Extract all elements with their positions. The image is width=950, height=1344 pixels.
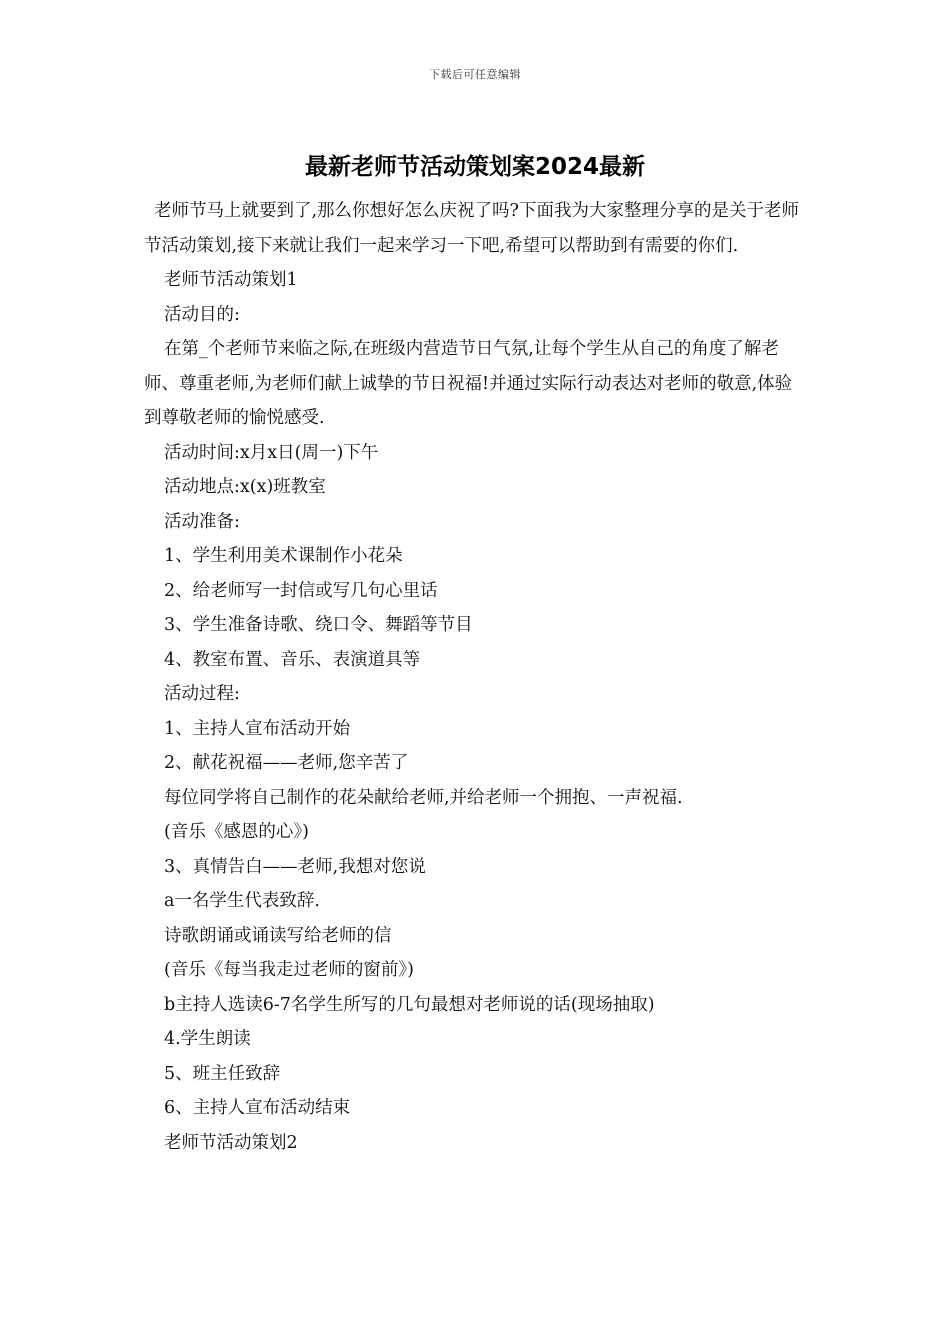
prep-item: 3、学生准备诗歌、绕口令、舞蹈等节目: [164, 615, 473, 635]
process-line: 5、班主任致辞: [164, 1063, 281, 1084]
process-line: b主持人选读6-7名学生所写的几句最想对老师说的话(现场抽取): [164, 994, 655, 1015]
process-line: 诗歌朗诵或诵读写给老师的信: [164, 925, 392, 946]
process-line: (音乐《每当我走过老师的窗前》): [164, 960, 414, 980]
purpose-label: 活动目的:: [164, 304, 240, 325]
purpose-paragraph: 在第_个老师节来临之际,在班级内营造节日气氛,让每个学生从自己的角度了解老师、尊重老师,为老师们献上诚挚的节日祝福!并通过实际行动表达对老师的敬意,体验到尊敬老师的愉悦感受.: [144, 339, 793, 428]
process-line: 6、主持人宣布活动结束: [164, 1098, 351, 1118]
header-note: 下载后可任意编辑: [429, 68, 521, 81]
intro-paragraph: 老师节马上就要到了,那么你想好怎么庆祝了吗?下面我为大家整理分享的是关于老师节活动策划,接下来就让我们一起来学习一下吧,希望可以帮助到有需要的你们.: [144, 201, 799, 256]
prep-item: 2、给老师写一封信或写几句心里话: [164, 580, 438, 601]
process-line: 4.学生朗读: [164, 1029, 251, 1049]
process-line: a一名学生代表致辞.: [164, 891, 320, 911]
process-line: 1、主持人宣布活动开始: [164, 718, 351, 739]
process-line: 3、真情告白——老师,我想对您说: [164, 856, 426, 877]
section-heading-1: 老师节活动策划1: [164, 270, 298, 290]
prep-item: 1、学生利用美术课制作小花朵: [164, 546, 403, 566]
time-line: 活动时间:x月x日(周一)下午: [164, 442, 379, 463]
document-body: [144, 194, 808, 1160]
prep-item: 4、教室布置、音乐、表演道具等: [164, 649, 421, 670]
place-line: 活动地点:x(x)班教室: [164, 477, 326, 497]
section-heading-2: 老师节活动策划2: [164, 1132, 298, 1153]
prep-label: 活动准备:: [164, 511, 240, 532]
process-label: 活动过程:: [164, 684, 240, 704]
process-line: (音乐《感恩的心》): [164, 822, 309, 842]
document-title: 最新老师节活动策划案2024最新: [304, 154, 645, 180]
process-line: 2、献花祝福——老师,您辛苦了: [164, 753, 409, 773]
process-line: 每位同学将自己制作的花朵献给老师,并给老师一个拥抱、一声祝福.: [164, 787, 683, 808]
